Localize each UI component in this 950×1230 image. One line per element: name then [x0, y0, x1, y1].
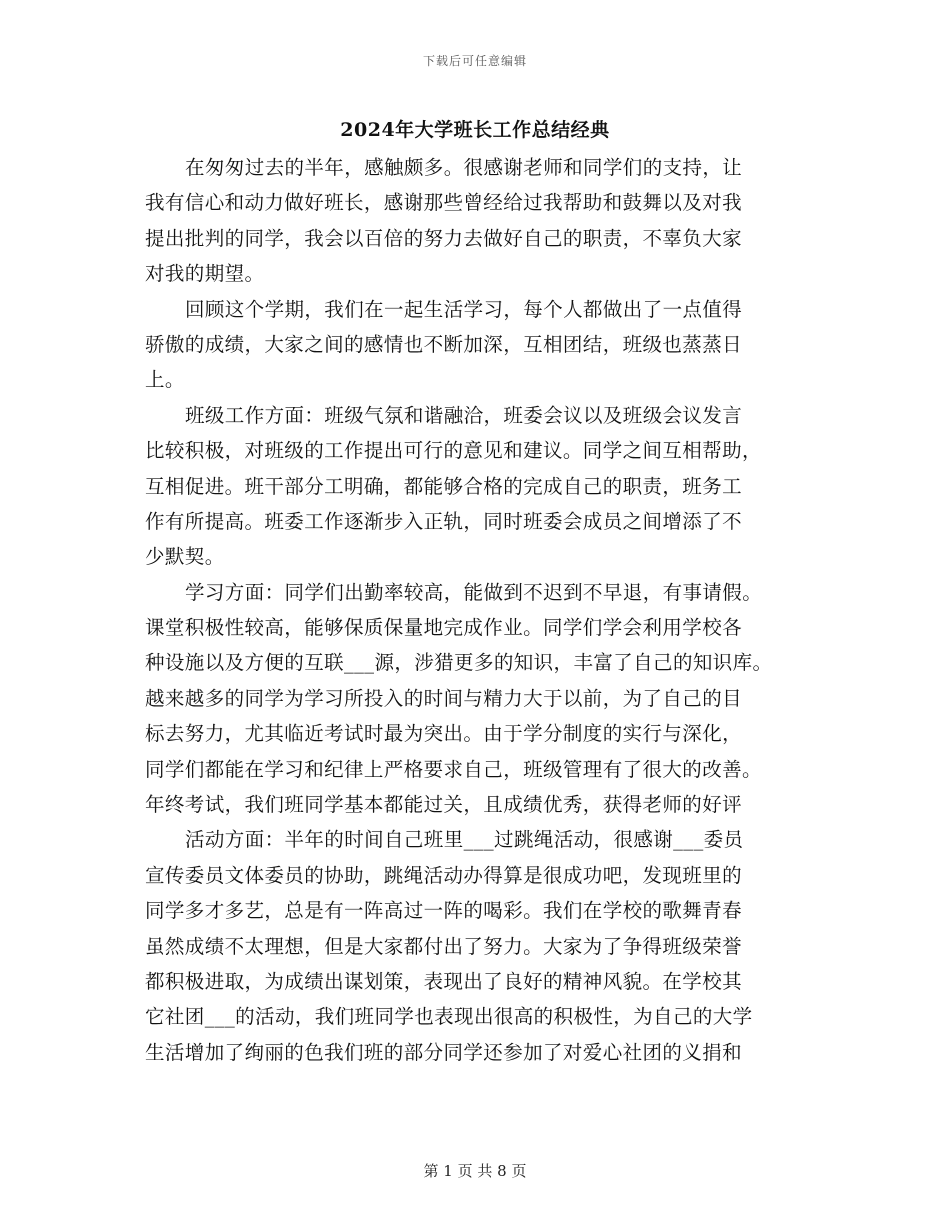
body-line: 同学们都能在学习和纪律上严格要求自己，班级管理有了很大的改善。 [145, 757, 762, 781]
body-line: 生活增加了绚丽的色我们班的部分同学还参加了对爱心社团的义捐和 [145, 1040, 743, 1064]
body-line: 同学多才多艺，总是有一阵高过一阵的喝彩。我们在学校的歌舞青春 [145, 899, 743, 923]
body-line: 骄傲的成绩，大家之间的感情也不断加深，互相团结，班级也蒸蒸日 [145, 332, 743, 356]
body-line: 活动方面：半年的时间自己班里___过跳绳活动，很感谢___委员 [185, 828, 744, 852]
body-line: 提出批判的同学，我会以百倍的努力去做好自己的职责，不辜负大家 [145, 226, 743, 250]
body-line: 宣传委员文体委员的协助，跳绳活动办得算是很成功吧，发现班里的 [145, 863, 743, 887]
body-line: 上。 [145, 368, 185, 392]
document-title: 2024年大学班长工作总结经典 [340, 119, 610, 141]
body-line: 标去努力，尤其临近考试时最为突出。由于学分制度的实行与深化， [145, 722, 743, 746]
body-line: 它社团___的活动，我们班同学也表现出很高的积极性，为自己的大学 [145, 1005, 753, 1029]
body-line: 班级工作方面：班级气氛和谐融洽，班委会议以及班级会议发言 [185, 403, 743, 427]
body-line: 年终考试，我们班同学基本都能过关，且成绩优秀，获得老师的好评 [145, 793, 743, 817]
body-line: 回顾这个学期，我们在一起生活学习，每个人都做出了一点值得 [185, 297, 743, 321]
body-line: 种设施以及方便的互联___源，涉猎更多的知识，丰富了自己的知识库。 [145, 651, 773, 675]
body-line: 都积极进取，为成绩出谋划策，表现出了良好的精神风貌。在学校其 [145, 969, 743, 993]
body-line: 少默契。 [145, 545, 225, 569]
body-line: 我有信心和动力做好班长，感谢那些曾经给过我帮助和鼓舞以及对我 [145, 191, 743, 215]
document-body [145, 150, 805, 1070]
body-line: 互相促进。班干部分工明确，都能够合格的完成自己的职责，班务工 [145, 474, 743, 498]
body-line: 学习方面：同学们出勤率较高，能做到不迟到不早退，有事请假。 [185, 580, 763, 604]
body-line: 比较积极，对班级的工作提出可行的意见和建议。同学之间互相帮助， [145, 439, 762, 463]
body-line: 课堂积极性较高，能够保质保量地完成作业。同学们学会利用学校各 [145, 616, 743, 640]
body-line: 越来越多的同学为学习所投入的时间与精力大于以前，为了自己的目 [145, 686, 743, 710]
body-line: 作有所提高。班委工作逐渐步入正轨，同时班委会成员之间增添了不 [145, 509, 743, 533]
body-line: 在匆匆过去的半年，感触颇多。很感谢老师和同学们的支持，让 [185, 156, 743, 179]
body-line: 虽然成绩不太理想，但是大家都付出了努力。大家为了争得班级荣誉 [145, 934, 743, 958]
body-line: 对我的期望。 [145, 262, 265, 286]
page-number-footer: 第 1 页 共 8 页 [423, 1162, 527, 1180]
page-header-note: 下载后可任意编辑 [422, 54, 527, 68]
